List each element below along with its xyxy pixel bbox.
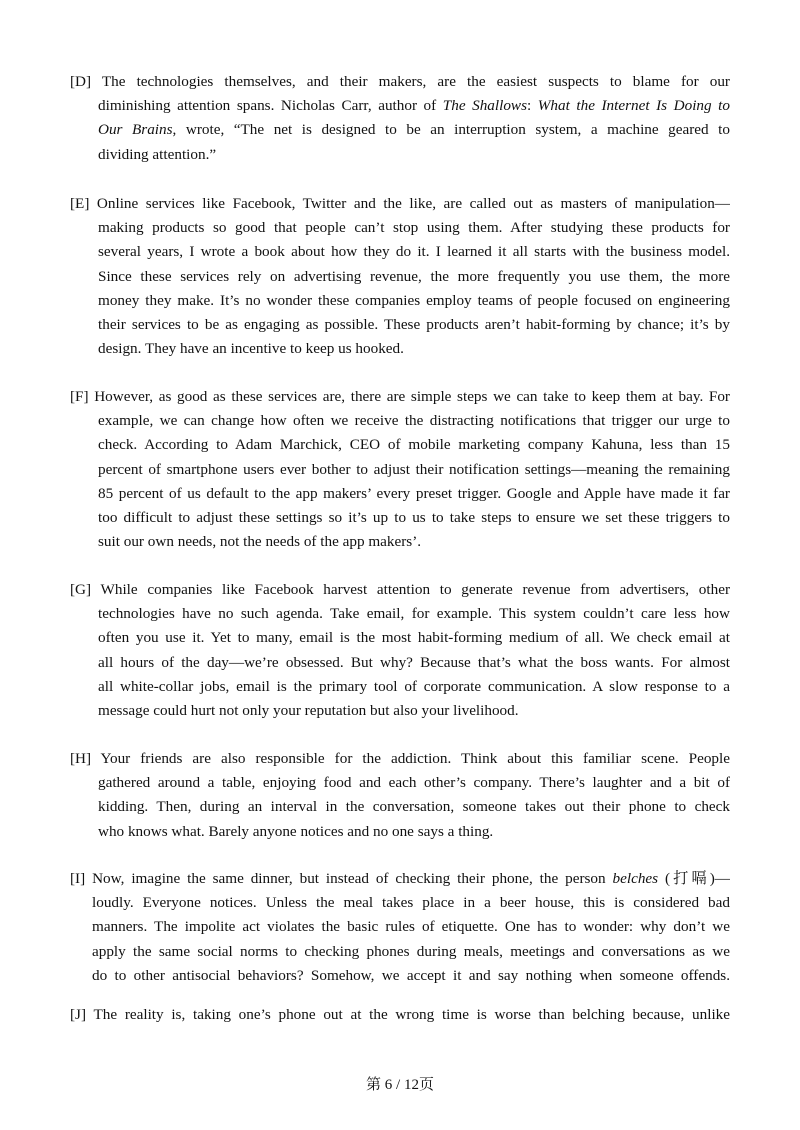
page-number: 第 6 / 12页 (366, 1077, 434, 1093)
paragraph-line: [J] The reality is, taking one’s phone out at the wrong time is worse than belching because, unlike (70, 1006, 730, 1023)
paragraph-line: too difficult to adjust these settings so it’s up to us to take steps to ensure we set these triggers to (98, 509, 730, 527)
paragraph-f (70, 385, 730, 554)
paragraph-e (70, 192, 730, 361)
paragraph-line: loudly. Everyone notices. Unless the meal takes place in a beer house, this is considered bad (92, 894, 730, 912)
paragraph-line: Since these services rely on advertising revenue, the more frequently you use them, the more (98, 267, 730, 285)
paragraph-line: [I] Now, imagine the same dinner, but instead of checking their phone, the person belches (打嗝)— (70, 870, 730, 887)
paragraph-line: apply the same social norms to checking phones during meals, meetings and conversations as we (92, 942, 730, 960)
paragraph-line: design. They have an incentive to keep us hooked. (98, 340, 404, 358)
paragraph-line: suit our own needs, not the needs of the app makers’. (98, 533, 422, 551)
paragraph-line: Our Brains, wrote, “The net is designed to be an interruption system, a machine geared to (98, 121, 730, 139)
paragraph-line: [H] Your friends are also responsible for the addiction. Think about this familiar scene. People (70, 750, 730, 767)
paragraph-line: all hours of the day—we’re obsessed. But why? Because that’s what the boss wants. For almost (98, 653, 730, 671)
paragraph-line: percent of smartphone users ever bother to adjust their notification settings—meaning the remaining (98, 460, 730, 478)
paragraph-j (70, 1003, 730, 1027)
paragraph-line: example, we can change how often we receive the distracting notifications that trigger our urge to (98, 412, 730, 430)
paragraph-line: all white-collar jobs, email is the primary tool of corporate communication. A slow response to a (98, 677, 730, 695)
paragraph-h (70, 747, 730, 844)
paragraph-line: [E] Online services like Facebook, Twitter and the like, are called out as masters of manipulation— (70, 195, 730, 212)
paragraph-g (70, 578, 730, 723)
paragraph-line: 85 percent of us default to the app makers’ every preset trigger. Google and Apple have made it far (98, 484, 730, 502)
paragraph-line: money they make. It’s no wonder these companies employ teams of people focused on engineering (98, 291, 730, 309)
paragraph-line: check. According to Adam Marchick, CEO of mobile marketing company Kahuna, less than 15 (98, 436, 730, 454)
paragraph-line: dividing attention.” (98, 145, 217, 163)
paragraph-d (70, 70, 730, 167)
paragraph-line: diminishing attention spans. Nicholas Carr, author of The Shallows: What the Internet Is Doing to (98, 97, 730, 115)
paragraph-line: [D] The technologies themselves, and their makers, are the easiest suspects to blame for our (70, 73, 730, 90)
paragraph-line: technologies have no such agenda. Take email, for example. This system couldn’t care less how (98, 605, 730, 623)
paragraph-line: their services to be as engaging as possible. These products aren’t habit-forming by chance; it’s by (98, 316, 730, 334)
paragraph-i (70, 867, 730, 988)
paragraph-line: often you use it. Yet to many, email is the most habit-forming medium of all. We check email at (98, 629, 730, 647)
paragraph-line: do to other antisocial behaviors? Somehow, we accept it and say nothing when someone offends. (92, 966, 730, 984)
paragraph-line: [F] However, as good as these services are, there are simple steps we can take to keep them at bay. For (70, 388, 730, 405)
paragraph-line: gathered around a table, enjoying food and each other’s company. There’s laughter and a bit of (98, 774, 730, 792)
paragraph-line: who knows what. Barely anyone notices and no one says a thing. (98, 822, 494, 840)
paragraph-line: [G] While companies like Facebook harvest attention to generate revenue from advertisers, other (70, 581, 730, 598)
paragraph-line: kidding. Then, during an interval in the conversation, someone takes out their phone to check (98, 798, 730, 816)
paragraph-line: making products so good that people can’t stop using them. After studying these products for (98, 219, 730, 237)
paragraph-line: manners. The impolite act violates the basic rules of etiquette. One has to wonder: why don’t we (92, 918, 730, 936)
paragraph-line: several years, I wrote a book about how they do it. I learned it all starts with the business model. (98, 243, 730, 261)
paragraph-line: message could hurt not only your reputation but also your livelihood. (98, 702, 519, 720)
